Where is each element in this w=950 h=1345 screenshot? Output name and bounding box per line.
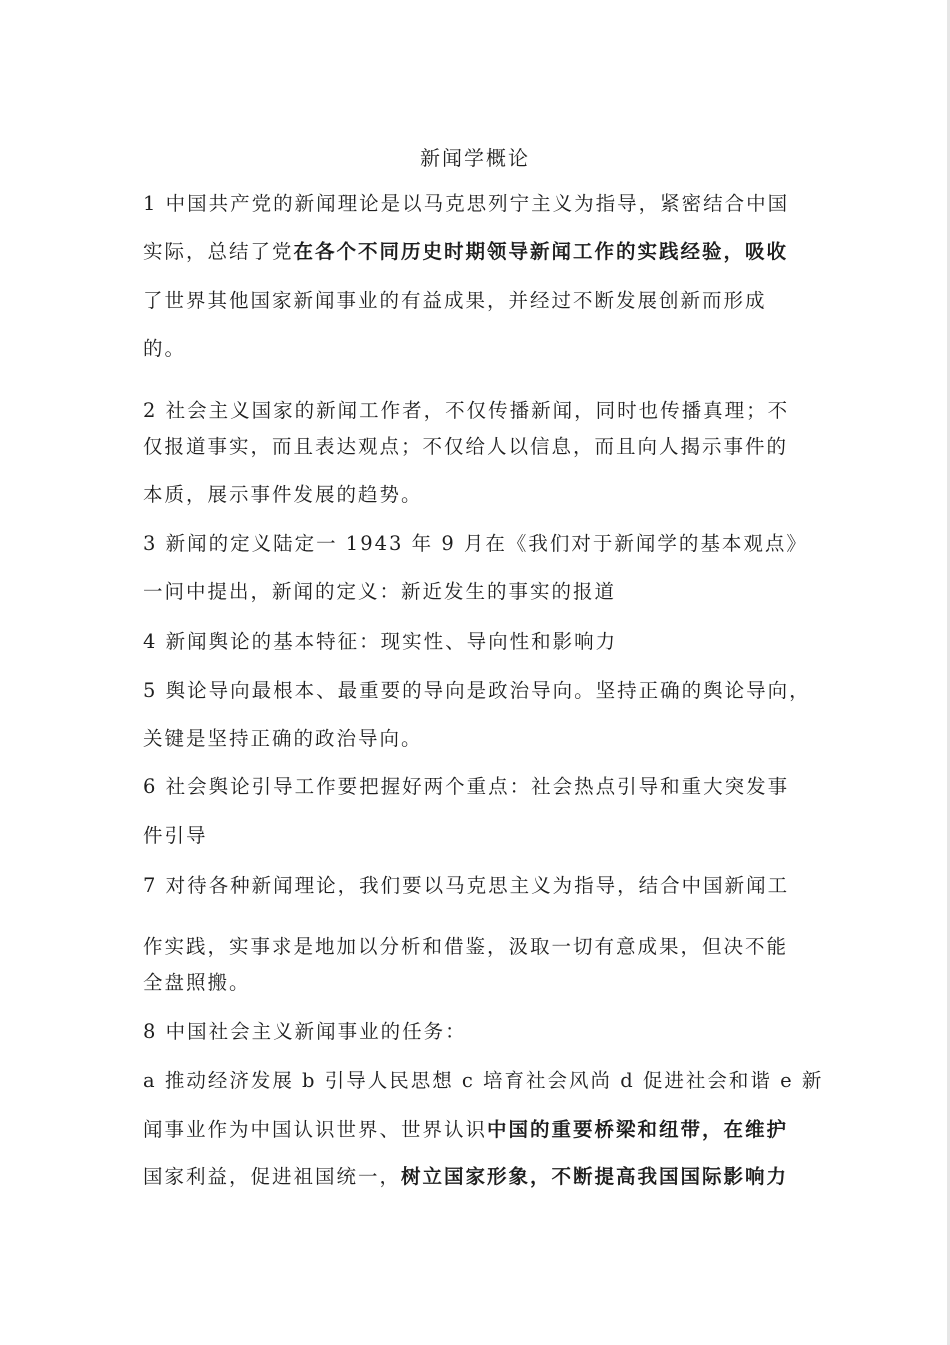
paragraph-1-line-3: 了世界其他国家新闻事业的有益成果，并经过不断发展创新而形成 <box>143 289 767 312</box>
text-run: 闻事业作为中国认识世界、世界认识 <box>143 1118 488 1141</box>
paragraph-2-line-1: 2 社会主义国家的新闻工作者，不仅传播新闻，同时也传播真理；不 <box>143 399 790 422</box>
paragraph-7-line-3: 全盘照搬。 <box>143 971 251 994</box>
paragraph-8-line-4 <box>143 1163 788 1191</box>
document-title: 新闻学概论 <box>420 146 530 170</box>
bold-text-run: ，吸收 <box>723 240 789 263</box>
text-run: 实际，总结了党 <box>143 240 294 263</box>
paragraph-7-line-1: 7 对待各种新闻理论，我们要以马克思主义为指导，结合中国新闻工 <box>143 874 790 897</box>
paragraph-8-line-3 <box>143 1116 788 1144</box>
paragraph-1-line-4: 的。 <box>143 337 187 360</box>
bold-text-run: 在各个不同历史时期领导新闻工作的实践经验 <box>293 240 724 263</box>
paragraph-3-line-1: 3 新闻的定义陆定一 1943 年 9 月在《我们对于新闻学的基本观点》 <box>143 532 808 555</box>
bold-text-run: ， <box>530 1165 552 1188</box>
bold-text-run: 树立国家形象 <box>401 1165 531 1188</box>
paragraph-4-line-1: 4 新闻舆论的基本特征：现实性、导向性和影响力 <box>143 630 618 653</box>
paragraph-6-line-1: 6 社会舆论引导工作要把握好两个重点：社会热点引导和重大突发事 <box>143 775 790 798</box>
bold-text-run: 中国的重要桥梁和纽带 <box>487 1118 703 1141</box>
paragraph-3-line-2: 一问中提出，新闻的定义：新近发生的事实的报道 <box>143 580 617 603</box>
paragraph-6-line-2: 件引导 <box>143 824 208 847</box>
paragraph-8-line-1: 8 中国社会主义新闻事业的任务： <box>143 1020 467 1043</box>
paragraph-1-line-1: 1 中国共产党的新闻理论是以马克思列宁主义为指导，紧密结合中国 <box>143 192 790 215</box>
paragraph-5-line-1: 5 舆论导向最根本、最重要的导向是政治导向。坚持正确的舆论导向， <box>143 679 811 702</box>
paragraph-8-line-2: a 推动经济发展 b 引导人民思想 c 培育社会风尚 d 促进社会和谐 e 新 <box>143 1069 824 1092</box>
text-run: 国家利益，促进祖国统一， <box>143 1165 402 1188</box>
bold-text-run: ，在维护 <box>702 1118 789 1141</box>
paragraph-5-line-2: 关键是坚持正确的政治导向。 <box>143 727 423 750</box>
paragraph-2-line-3: 本质，展示事件发展的趋势。 <box>143 483 423 506</box>
bold-text-run: 不断提高我国国际影响力 <box>551 1165 789 1188</box>
paragraph-1-line-2 <box>143 238 788 266</box>
paragraph-2-line-2: 仅报道事实，而且表达观点；不仅给人以信息，而且向人揭示事件的 <box>143 435 789 458</box>
paragraph-7-line-2: 作实践，实事求是地加以分析和借鉴，汲取一切有意成果，但决不能 <box>143 935 789 958</box>
